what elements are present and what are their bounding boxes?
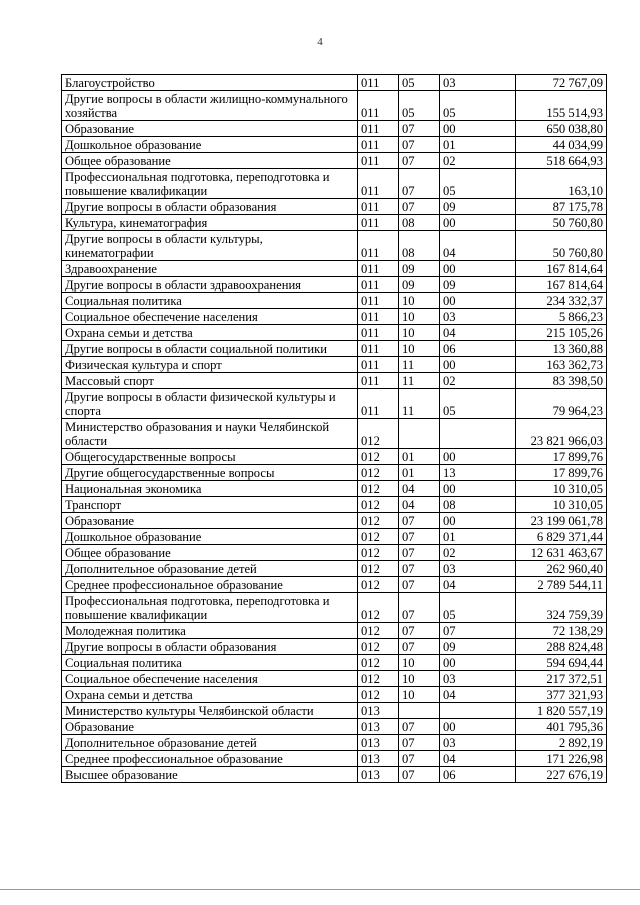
amount-cell: 518 664,93 (516, 153, 607, 169)
section-code-cell: 07 (399, 577, 440, 593)
amount-cell: 13 360,88 (516, 341, 607, 357)
subsection-code-cell: 06 (440, 341, 516, 357)
section-code-cell: 08 (399, 215, 440, 231)
table-row (62, 277, 607, 293)
row-name-cell: Социальная политика (62, 655, 358, 671)
ministry-code-cell: 012 (358, 513, 399, 529)
section-code-cell: 11 (399, 357, 440, 373)
section-code-cell (399, 419, 440, 449)
table-row (62, 137, 607, 153)
subsection-code-cell: 01 (440, 529, 516, 545)
ministry-code-cell: 012 (358, 655, 399, 671)
amount-cell: 288 824,48 (516, 639, 607, 655)
section-code-cell: 07 (399, 545, 440, 561)
table-row (62, 389, 607, 419)
row-name-cell: Общее образование (62, 153, 358, 169)
amount-cell: 2 892,19 (516, 735, 607, 751)
amount-cell: 50 760,80 (516, 215, 607, 231)
row-name-cell: Массовый спорт (62, 373, 358, 389)
row-name-cell: Дошкольное образование (62, 529, 358, 545)
ministry-code-cell: 012 (358, 639, 399, 655)
ministry-code-cell: 011 (358, 325, 399, 341)
section-code-cell: 07 (399, 639, 440, 655)
subsection-code-cell: 07 (440, 623, 516, 639)
row-name-cell: Здравоохранение (62, 261, 358, 277)
amount-cell: 6 829 371,44 (516, 529, 607, 545)
table-row (62, 373, 607, 389)
table-row (62, 481, 607, 497)
ministry-code-cell: 011 (358, 75, 399, 91)
row-name-cell: Благоустройство (62, 75, 358, 91)
table-row (62, 623, 607, 639)
amount-cell: 324 759,39 (516, 593, 607, 623)
row-name-cell: Охрана семьи и детства (62, 325, 358, 341)
subsection-code-cell: 04 (440, 687, 516, 703)
table-row (62, 465, 607, 481)
table-row (62, 735, 607, 751)
subsection-code-cell: 09 (440, 277, 516, 293)
amount-cell: 79 964,23 (516, 389, 607, 419)
amount-cell: 167 814,64 (516, 261, 607, 277)
ministry-code-cell: 012 (358, 465, 399, 481)
table-row (62, 199, 607, 215)
ministry-code-cell: 012 (358, 687, 399, 703)
ministry-code-cell: 012 (358, 449, 399, 465)
row-name-cell: Другие вопросы в области образования (62, 199, 358, 215)
section-code-cell: 07 (399, 623, 440, 639)
table-row (62, 703, 607, 719)
ministry-code-cell: 012 (358, 545, 399, 561)
subsection-code-cell: 05 (440, 593, 516, 623)
section-code-cell: 09 (399, 277, 440, 293)
subsection-code-cell (440, 419, 516, 449)
amount-cell: 1 820 557,19 (516, 703, 607, 719)
table-row (62, 513, 607, 529)
row-name-cell: Другие вопросы в области здравоохранения (62, 277, 358, 293)
section-code-cell: 04 (399, 481, 440, 497)
amount-cell: 50 760,80 (516, 231, 607, 261)
subsection-code-cell: 00 (440, 261, 516, 277)
row-name-cell: Другие вопросы в области культуры, кинематографии (62, 231, 358, 261)
subsection-code-cell: 05 (440, 91, 516, 121)
section-code-cell: 10 (399, 687, 440, 703)
amount-cell: 23 821 966,03 (516, 419, 607, 449)
row-name-cell: Министерство культуры Челябинской области (62, 703, 358, 719)
subsection-code-cell: 00 (440, 121, 516, 137)
section-code-cell: 07 (399, 199, 440, 215)
amount-cell: 2 789 544,11 (516, 577, 607, 593)
budget-table (61, 74, 607, 783)
section-code-cell: 01 (399, 465, 440, 481)
table-row (62, 309, 607, 325)
subsection-code-cell: 09 (440, 199, 516, 215)
amount-cell: 234 332,37 (516, 293, 607, 309)
subsection-code-cell: 00 (440, 719, 516, 735)
ministry-code-cell: 013 (358, 751, 399, 767)
row-name-cell: Среднее профессиональное образование (62, 751, 358, 767)
ministry-code-cell: 012 (358, 561, 399, 577)
section-code-cell: 07 (399, 751, 440, 767)
section-code-cell: 10 (399, 671, 440, 687)
row-name-cell: Министерство образования и науки Челябинской области (62, 419, 358, 449)
row-name-cell: Общегосударственные вопросы (62, 449, 358, 465)
row-name-cell: Социальное обеспечение населения (62, 671, 358, 687)
section-code-cell: 07 (399, 529, 440, 545)
table-row (62, 419, 607, 449)
ministry-code-cell: 012 (358, 481, 399, 497)
amount-cell: 163 362,73 (516, 357, 607, 373)
section-code-cell: 07 (399, 169, 440, 199)
subsection-code-cell: 00 (440, 357, 516, 373)
row-name-cell: Профессиональная подготовка, переподготовка и повышение квалификации (62, 169, 358, 199)
ministry-code-cell: 011 (358, 199, 399, 215)
table-row (62, 293, 607, 309)
subsection-code-cell: 02 (440, 545, 516, 561)
ministry-code-cell: 011 (358, 277, 399, 293)
row-name-cell: Национальная экономика (62, 481, 358, 497)
section-code-cell: 07 (399, 121, 440, 137)
row-name-cell: Дополнительное образование детей (62, 561, 358, 577)
ministry-code-cell: 011 (358, 137, 399, 153)
ministry-code-cell: 011 (358, 389, 399, 419)
section-code-cell: 10 (399, 293, 440, 309)
ministry-code-cell: 013 (358, 703, 399, 719)
ministry-code-cell: 011 (358, 121, 399, 137)
row-name-cell: Профессиональная подготовка, переподготовка и повышение квалификации (62, 593, 358, 623)
row-name-cell: Дошкольное образование (62, 137, 358, 153)
ministry-code-cell: 011 (358, 169, 399, 199)
table-row (62, 261, 607, 277)
subsection-code-cell: 13 (440, 465, 516, 481)
subsection-code-cell: 09 (440, 639, 516, 655)
table-row (62, 357, 607, 373)
section-code-cell: 07 (399, 593, 440, 623)
amount-cell: 83 398,50 (516, 373, 607, 389)
table-row (62, 169, 607, 199)
subsection-code-cell: 02 (440, 153, 516, 169)
table-row (62, 121, 607, 137)
amount-cell: 44 034,99 (516, 137, 607, 153)
budget-table-body (62, 75, 607, 783)
table-row (62, 529, 607, 545)
table-row (62, 215, 607, 231)
subsection-code-cell: 04 (440, 231, 516, 261)
table-row (62, 577, 607, 593)
amount-cell: 12 631 463,67 (516, 545, 607, 561)
amount-cell: 401 795,36 (516, 719, 607, 735)
section-code-cell: 07 (399, 767, 440, 783)
row-name-cell: Молодежная политика (62, 623, 358, 639)
table-row (62, 449, 607, 465)
ministry-code-cell: 012 (358, 497, 399, 513)
section-code-cell: 07 (399, 513, 440, 529)
table-row (62, 751, 607, 767)
subsection-code-cell: 04 (440, 325, 516, 341)
amount-cell: 163,10 (516, 169, 607, 199)
amount-cell: 262 960,40 (516, 561, 607, 577)
ministry-code-cell: 013 (358, 735, 399, 751)
ministry-code-cell: 011 (358, 153, 399, 169)
section-code-cell: 10 (399, 309, 440, 325)
table-row (62, 497, 607, 513)
amount-cell: 171 226,98 (516, 751, 607, 767)
amount-cell: 650 038,80 (516, 121, 607, 137)
amount-cell: 17 899,76 (516, 449, 607, 465)
ministry-code-cell: 012 (358, 623, 399, 639)
row-name-cell: Среднее профессиональное образование (62, 577, 358, 593)
amount-cell: 17 899,76 (516, 465, 607, 481)
section-code-cell: 05 (399, 91, 440, 121)
section-code-cell: 07 (399, 153, 440, 169)
row-name-cell: Образование (62, 121, 358, 137)
subsection-code-cell: 00 (440, 215, 516, 231)
subsection-code-cell: 03 (440, 671, 516, 687)
ministry-code-cell: 013 (358, 767, 399, 783)
row-name-cell: Образование (62, 513, 358, 529)
subsection-code-cell: 00 (440, 449, 516, 465)
amount-cell: 87 175,78 (516, 199, 607, 215)
row-name-cell: Социальная политика (62, 293, 358, 309)
subsection-code-cell: 03 (440, 735, 516, 751)
subsection-code-cell: 03 (440, 75, 516, 91)
subsection-code-cell: 06 (440, 767, 516, 783)
table-row (62, 687, 607, 703)
subsection-code-cell: 00 (440, 481, 516, 497)
subsection-code-cell: 05 (440, 389, 516, 419)
ministry-code-cell: 012 (358, 593, 399, 623)
subsection-code-cell: 04 (440, 751, 516, 767)
subsection-code-cell: 00 (440, 293, 516, 309)
section-code-cell: 09 (399, 261, 440, 277)
amount-cell: 594 694,44 (516, 655, 607, 671)
amount-cell: 215 105,26 (516, 325, 607, 341)
ministry-code-cell: 011 (358, 373, 399, 389)
section-code-cell: 01 (399, 449, 440, 465)
row-name-cell: Другие общегосударственные вопросы (62, 465, 358, 481)
table-row (62, 231, 607, 261)
subsection-code-cell: 05 (440, 169, 516, 199)
ministry-code-cell: 011 (358, 357, 399, 373)
subsection-code-cell: 00 (440, 513, 516, 529)
amount-cell: 5 866,23 (516, 309, 607, 325)
ministry-code-cell: 011 (358, 215, 399, 231)
amount-cell: 227 676,19 (516, 767, 607, 783)
section-code-cell (399, 703, 440, 719)
section-code-cell: 05 (399, 75, 440, 91)
section-code-cell: 11 (399, 389, 440, 419)
row-name-cell: Другие вопросы в области физической культуры и спорта (62, 389, 358, 419)
table-row (62, 655, 607, 671)
subsection-code-cell: 01 (440, 137, 516, 153)
table-row (62, 75, 607, 91)
amount-cell: 10 310,05 (516, 497, 607, 513)
amount-cell: 167 814,64 (516, 277, 607, 293)
amount-cell: 23 199 061,78 (516, 513, 607, 529)
row-name-cell: Физическая культура и спорт (62, 357, 358, 373)
table-row (62, 91, 607, 121)
ministry-code-cell: 012 (358, 529, 399, 545)
row-name-cell: Охрана семьи и детства (62, 687, 358, 703)
amount-cell: 155 514,93 (516, 91, 607, 121)
section-code-cell: 10 (399, 655, 440, 671)
subsection-code-cell: 04 (440, 577, 516, 593)
amount-cell: 72 138,29 (516, 623, 607, 639)
page-bottom-rule (0, 889, 640, 890)
ministry-code-cell: 011 (358, 341, 399, 357)
subsection-code-cell: 03 (440, 561, 516, 577)
table-row (62, 593, 607, 623)
amount-cell: 217 372,51 (516, 671, 607, 687)
table-row (62, 325, 607, 341)
table-row (62, 719, 607, 735)
table-row (62, 545, 607, 561)
row-name-cell: Общее образование (62, 545, 358, 561)
table-row (62, 341, 607, 357)
amount-cell: 72 767,09 (516, 75, 607, 91)
section-code-cell: 10 (399, 325, 440, 341)
amount-cell: 10 310,05 (516, 481, 607, 497)
section-code-cell: 07 (399, 137, 440, 153)
ministry-code-cell: 013 (358, 719, 399, 735)
table-row (62, 153, 607, 169)
table-row (62, 639, 607, 655)
row-name-cell: Другие вопросы в области образования (62, 639, 358, 655)
section-code-cell: 07 (399, 561, 440, 577)
ministry-code-cell: 012 (358, 671, 399, 687)
page-number: 4 (317, 36, 323, 48)
section-code-cell: 04 (399, 497, 440, 513)
ministry-code-cell: 011 (358, 309, 399, 325)
subsection-code-cell (440, 703, 516, 719)
row-name-cell: Социальное обеспечение населения (62, 309, 358, 325)
ministry-code-cell: 012 (358, 419, 399, 449)
row-name-cell: Дополнительное образование детей (62, 735, 358, 751)
row-name-cell: Образование (62, 719, 358, 735)
section-code-cell: 10 (399, 341, 440, 357)
table-row (62, 561, 607, 577)
row-name-cell: Высшее образование (62, 767, 358, 783)
table-row (62, 671, 607, 687)
section-code-cell: 11 (399, 373, 440, 389)
subsection-code-cell: 03 (440, 309, 516, 325)
row-name-cell: Культура, кинематография (62, 215, 358, 231)
section-code-cell: 08 (399, 231, 440, 261)
ministry-code-cell: 012 (358, 577, 399, 593)
section-code-cell: 07 (399, 735, 440, 751)
row-name-cell: Другие вопросы в области жилищно-коммунального хозяйства (62, 91, 358, 121)
ministry-code-cell: 011 (358, 293, 399, 309)
ministry-code-cell: 011 (358, 91, 399, 121)
amount-cell: 377 321,93 (516, 687, 607, 703)
ministry-code-cell: 011 (358, 261, 399, 277)
row-name-cell: Транспорт (62, 497, 358, 513)
subsection-code-cell: 02 (440, 373, 516, 389)
table-row (62, 767, 607, 783)
ministry-code-cell: 011 (358, 231, 399, 261)
row-name-cell: Другие вопросы в области социальной политики (62, 341, 358, 357)
subsection-code-cell: 00 (440, 655, 516, 671)
subsection-code-cell: 08 (440, 497, 516, 513)
section-code-cell: 07 (399, 719, 440, 735)
